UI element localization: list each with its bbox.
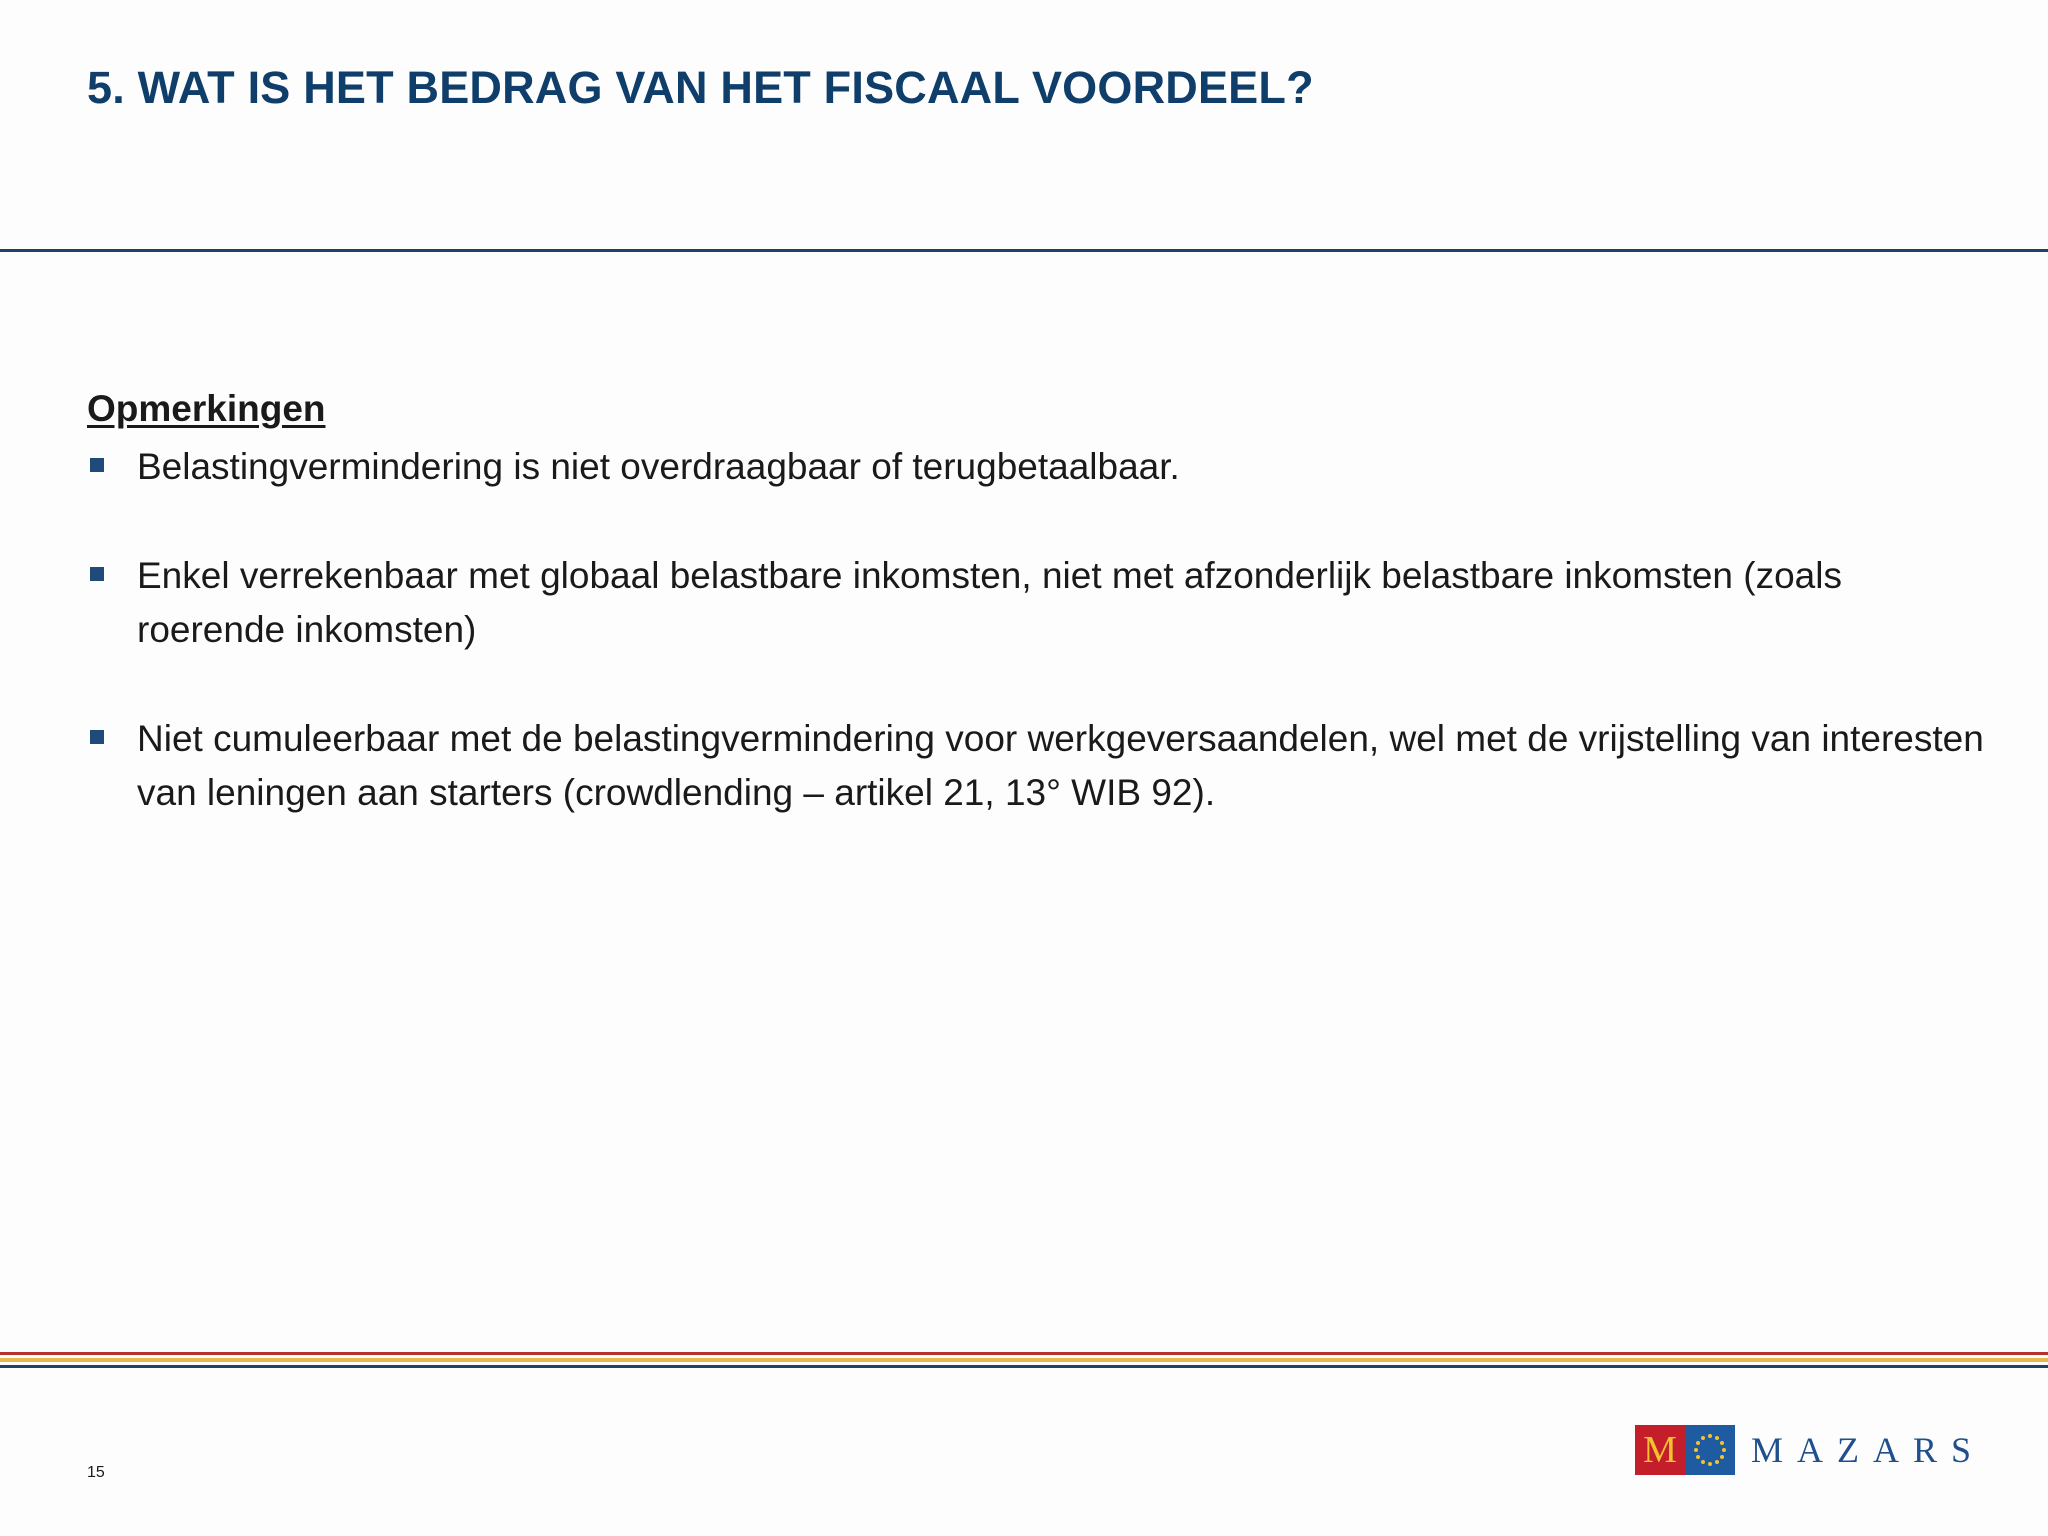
bullet-text: Enkel verrekenbaar met globaal belastbare inkomsten, niet met afzonderlijk belastbare inkomsten (zoals roerende inkomsten) — [137, 555, 1842, 650]
square-bullet-icon — [90, 567, 104, 581]
logo-wordmark: MAZARS — [1751, 1430, 1986, 1470]
bullet-list — [87, 440, 1987, 875]
bullet-text: Belastingvermindering is niet overdraagbaar of terugbetaalbaar. — [137, 446, 1180, 487]
title-divider — [0, 249, 2048, 252]
bullet-item — [87, 440, 1987, 494]
page-number: 15 — [87, 1464, 105, 1481]
section-heading: Opmerkingen — [87, 388, 326, 429]
footer-stripe-blue — [0, 1365, 2048, 1368]
logo-mark — [1635, 1425, 1735, 1475]
bullet-item — [87, 549, 1987, 657]
square-bullet-icon — [90, 458, 104, 472]
bullet-text: Niet cumuleerbaar met de belastingvermindering voor werkgeversaandelen, wel met de vrijstelling van interesten van leningen aan starters (crowdlending – artikel 21, 13° WIB 92). — [137, 718, 1984, 813]
logo-letter: M — [1635, 1425, 1685, 1475]
mazars-logo — [1635, 1425, 1985, 1475]
footer-stripes — [0, 1352, 2048, 1368]
square-bullet-icon — [90, 730, 104, 744]
stars-circle-icon — [1685, 1425, 1735, 1475]
bullet-item — [87, 712, 1987, 820]
slide-title: 5. WAT IS HET BEDRAG VAN HET FISCAAL VOORDEEL? — [87, 62, 1314, 113]
